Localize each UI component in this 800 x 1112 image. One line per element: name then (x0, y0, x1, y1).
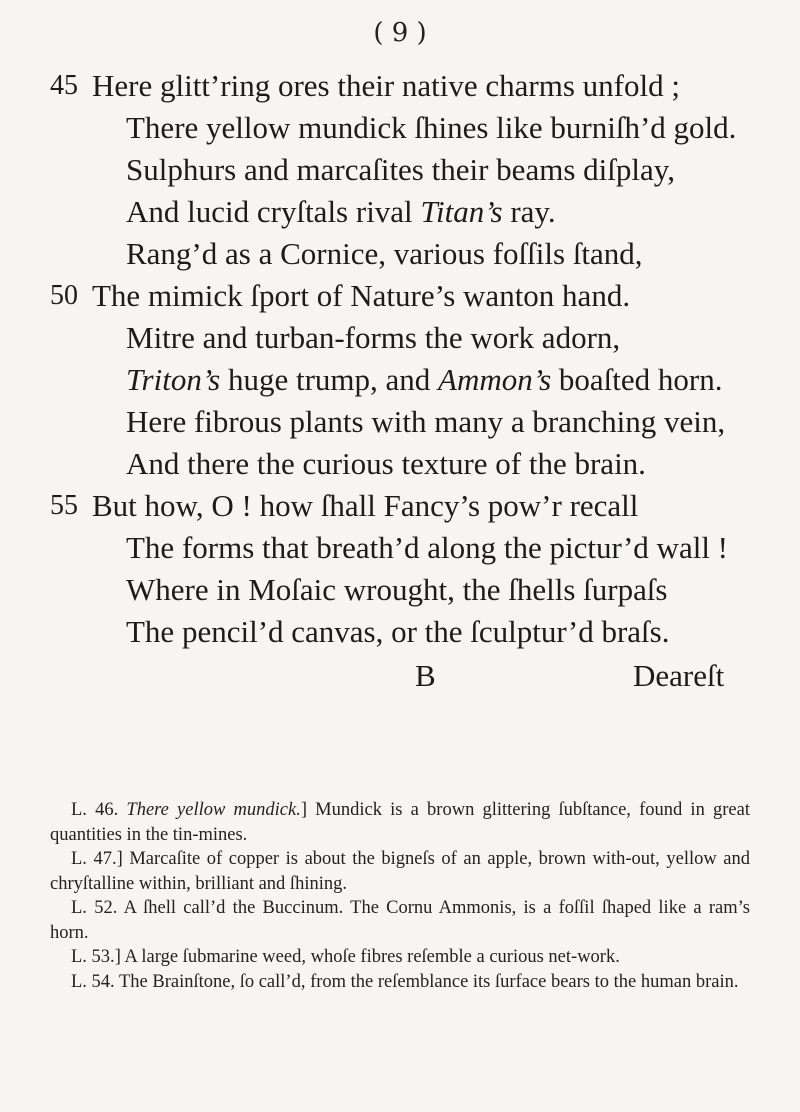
line-number: 45 (50, 70, 78, 101)
verse-line-58 (0, 612, 800, 652)
verse-line-57 (0, 570, 800, 610)
verse-line-51 (0, 318, 800, 358)
verse-text: And there the curious texture of the brain. (126, 446, 646, 481)
verse-line-49 (0, 234, 800, 274)
signature-mark: B (415, 658, 436, 693)
verse-line-56 (0, 528, 800, 568)
verse-text: Rang’d as a Cornice, various foſſils ſtand, (126, 236, 643, 271)
catchword: Deareſt (633, 658, 725, 693)
verse-line-47 (0, 150, 800, 190)
verse-line-53 (0, 402, 800, 442)
verse-line-45 (0, 66, 800, 106)
footnote: L. 46. There yellow mundick.] Mundick is a brown glittering ſubſtance, found in great quantities in the tin-mines. (50, 800, 750, 845)
verse-line-48 (0, 192, 800, 232)
verse-line-55 (0, 486, 800, 526)
verse-text: There yellow mundick ſhines like burniſh’d gold. (126, 110, 737, 145)
verse-text: The mimick ſport of Nature’s wanton hand. (92, 278, 631, 313)
verse-text: Mitre and turban-forms the work adorn, (126, 320, 621, 355)
page-number: ( 9 ) (373, 18, 427, 48)
footnote: L. 52. A ſhell call’d the Buccinum. The Cornu Ammonis, is a foſſil ſhaped like a ram’s horn. (50, 898, 751, 943)
verse-line-46 (0, 108, 800, 148)
verse-line-54 (0, 444, 800, 484)
footnote: L. 47.] Marcaſite of copper is about the bigneſs of an apple, brown with-out, yellow and chryſtalline within, brilliant and ſhining. (50, 849, 750, 894)
verse-text: Here glitt’ring ores their native charms unfold ; (92, 68, 680, 103)
verse-text: The pencil’d canvas, or the ſculptur’d braſs. (126, 614, 670, 649)
footnote: L. 54. The Brainſtone, ſo call’d, from the reſemblance its ſurface bears to the human brain. (71, 971, 739, 992)
footnote: L. 53.] A large ſubmarine weed, whoſe fibres reſemble a curious net-work. (71, 947, 620, 967)
verse-text: Here fibrous plants with many a branching vein, (126, 404, 726, 439)
verse-text: But how, O ! how ſhall Fancy’s pow’r recall (92, 488, 639, 523)
verse-line-50 (0, 276, 800, 316)
verse-line-52 (0, 360, 800, 400)
verse-text: Sulphurs and marcaſites their beams diſplay, (126, 152, 675, 187)
footnotes (50, 798, 750, 994)
verse-text: The forms that breath’d along the pictur’d wall ! (126, 530, 729, 565)
verse-text: Triton’s huge trump, and Ammon’s boaſted horn. (126, 362, 723, 397)
line-number: 50 (50, 280, 78, 311)
verse-text: And lucid cryſtals rival Titan’s ray. (126, 194, 556, 229)
verse-text: Where in Moſaic wrought, the ſhells ſurpaſs (126, 572, 668, 607)
line-number: 55 (50, 490, 78, 521)
